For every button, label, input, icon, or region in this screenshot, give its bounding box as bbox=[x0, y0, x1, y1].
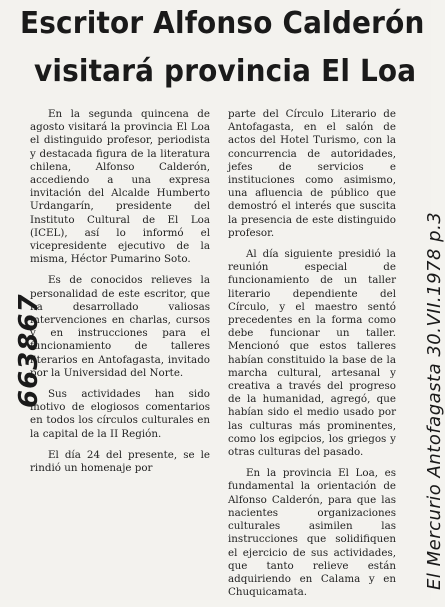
handwritten-catalog-number: 663867 bbox=[14, 293, 44, 408]
headline-line-1: Escritor Alfonso Calderón bbox=[20, 6, 425, 41]
paragraph: Es de conocidos relieves la personalidad de este escritor, que ha desarrollado valiosas intervenciones en charlas, cursos y en instrucciones para el funcionamiento de talleres literarios en Antofagasta, invitado por la Universidad del Norte. bbox=[30, 274, 210, 379]
paragraph: Al día siguiente presidió la reunión especial de funcionamiento de un taller literario dependiente del Círculo, y el maestro sentó precedentes en la forma como debe funcionar un taller. Mencionó que estos talleres habían constituido la base de la marcha cultural, artesanal y creativa a través del progreso de la humanidad, agregó, que habían sido el medio usado por las culturas más prominentes, como los egipcios, los griegos y otras culturas del pasado. bbox=[228, 248, 396, 459]
headline-line-2: visitará provincia El Loa bbox=[34, 54, 417, 89]
article-column-right bbox=[228, 108, 396, 607]
paragraph: En la segunda quincena de agosto visitará la provincia El Loa el distinguido profesor, periodista y destacada figura de la literatura chilena, Alfonso Calderón, accediendo a una expresa invitación del Alcalde Humberto Urdangarín, presidente del Instituto Cultural de El Loa (ICEL), así lo informó el vicepresidente ejecutivo de la misma, Héctor Pumarino Soto. bbox=[30, 108, 210, 266]
paragraph: Sus actividades han sido motivo de elogiosos comentarios en todos los círculos culturales en la capital de la II Región. bbox=[30, 388, 210, 440]
paragraph: parte del Círculo Literario de Antofagasta, en el salón de actos del Hotel Turismo, con la concurrencia de autoridades, jefes de servicios e instituciones como asimismo, una afluencia de público que demostró el interés que suscita la presencia de este distinguido profesor. bbox=[228, 108, 396, 239]
handwritten-source-note: El Mercurio Antofagasta 30.VII.1978 p.3 bbox=[424, 211, 445, 590]
paragraph: En la provincia El Loa, es fundamental la orientación de Alfonso Calderón, para que las nacientes organizaciones culturales asimilen las instrucciones que solidifiquen el ejercicio de sus actividades, que tanto relieve están adquiriendo en Calama y en Chuquicamata. bbox=[228, 467, 396, 599]
article-column-left bbox=[30, 108, 210, 483]
paragraph: El día 24 del presente, se le rindió un homenaje por bbox=[30, 448, 210, 475]
